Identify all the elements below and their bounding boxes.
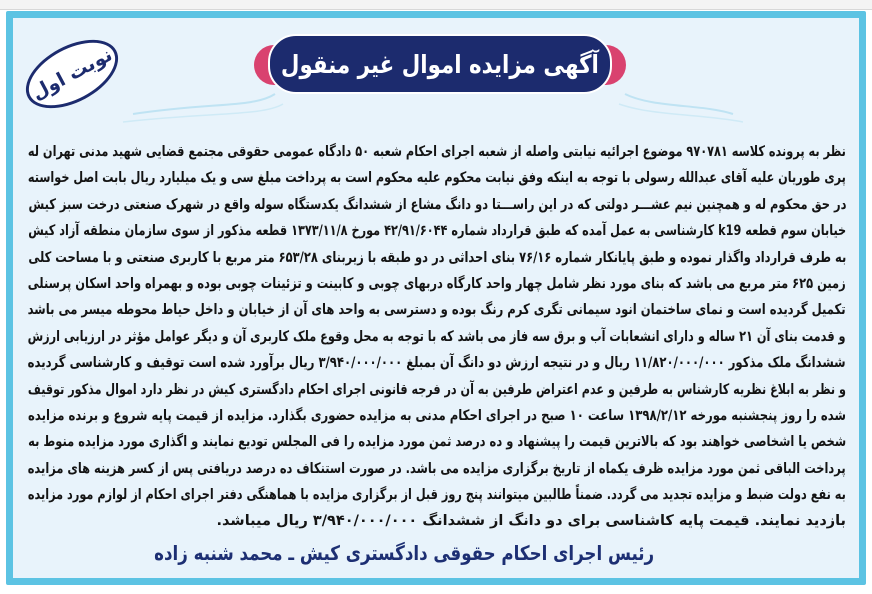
body-line-last — [28, 508, 846, 534]
body-line-text: شده را روز پنجشنبه مورخه ۱۳۹۸/۲/۱۲ ساعت ۱۰ صبح در اجرای احکام مدنی به مزایده حضوری بگذارد. مزایده از قیمت پایه شروع و برنده مزایده — [28, 407, 846, 424]
body-line — [28, 482, 846, 508]
body-line — [28, 218, 846, 244]
body-line — [28, 403, 846, 429]
body-line — [28, 245, 846, 271]
body-line — [28, 456, 846, 482]
body-line — [28, 324, 846, 350]
body-line-text: به طرف قرارداد واگذار نموده و طبق پایانکار شماره ۷۶/۱۶ بنای احداثی در دو طبقه با زیربنای ۶۵۳/۲۸ متر مربع با کاربری صنعتی و با مساحت کلی — [28, 249, 846, 266]
body-line — [28, 192, 846, 218]
body-line-text: پرداخت الباقی ثمن مورد مزایده ظرف یکماه از تاریخ برگزاری مزایده می باشد. در صورت استنکاف ده درصد دریافتی پس از کسر هزینه های مزایده — [28, 460, 846, 477]
edition-badge-label: نوبت اول — [28, 43, 116, 105]
body-line-text: بازدید نمایند. قیمت پایه کاشناسی برای دو دانگ از ششدانگ ۳/۹۴۰/۰۰۰/۰۰۰ ریال میباشد. — [216, 513, 846, 530]
title-banner — [268, 34, 612, 94]
body-line — [28, 429, 846, 455]
body-line-text: ششدانگ ملک مذکور ۱۱/۸۲۰/۰۰۰/۰۰۰ ریال و در نتیجه ارزش دو دانگ آن بمبلغ ۳/۹۴۰/۰۰۰/۰۰۰ ریال برآورد شده است توقیف و کارشناسی گردیده — [28, 355, 846, 372]
body-line — [28, 165, 846, 191]
body-line — [28, 377, 846, 403]
body-line-text: و نظر به ابلاغ نظریه کارشناس به طرفین و عدم اعتراض طرفین به آن در فرجه قانونی اجرای احکام دادگستری کیش در نظر دارد اموال مذکور توقیف — [28, 381, 846, 398]
clipped-bottom-edge — [0, 585, 872, 594]
body-line — [28, 297, 846, 323]
body-line-text: پری طوریان علیه آقای عبدالله رسولی با توجه به اینکه وفق نیابت محکوم علیه محکوم است به پرداخت مبلغ سی و یک میلیارد ریال بابت اصل خواسته — [28, 170, 846, 187]
body-line-text: خیابان سوم قطعه k19 کارشناسی به عمل آمده که طبق قرارداد شماره ۴۲/۹۱/۶۰۴۴ مورخ ۱۳۷۳/۱۱/۸ قطعه مذکور از سوی سازمان منطقه آزاد کیش — [28, 223, 846, 240]
body-line-text: تکمیل گردیده است و نمای ساختمان انود سیمانی تگری کرم رنگ بوده و دسترسی به واحد های آن از خیابان و داخل حیاط محوطه میسر می باشد — [28, 302, 846, 319]
body-line-text: شخص یا اشخاصی خواهند بود که بالاترین قیمت را پیشنهاد و ده درصد ثمن مورد مزایده را فی المجلس تودیع نمایند و اگذاری مورد مزایده منوط به — [28, 434, 846, 451]
body-line-text: در حق محکوم له و همچنین نیم عشـــر دولتی که در این راســـتا دو دانگ مشاع از ششدانگ یکدستگاه سوله واقع در شهرک صنعتی درخت سبز کیش — [28, 196, 846, 213]
signature-text: رئیس اجرای احکام حقوقی دادگستری کیش ـ محمد شنبه زاده — [153, 541, 654, 565]
body-line — [28, 139, 846, 165]
signature-line — [153, 538, 704, 568]
body-line — [28, 271, 846, 297]
body-line-text: به نفع دولت ضبط و مزایده تجدید می گردد. ضمناً طالبین میتوانند پنج روز قبل از برگزاری مزایده با هماهنگی دفتر اجرای احکام از لوازم مورد مزایده — [28, 487, 846, 504]
notice-body — [28, 139, 846, 535]
page-title: آگهی مزایده اموال غیر منقول — [281, 49, 600, 79]
body-line-text: نظر به پرونده کلاسه ۹۷۰۷۸۱ موضوع اجرائیه نیابتی واصله از شعبه اجرای احکام شعبه ۵۰ دادگاه عمومی حقوقی مجتمع قضایی شهید مدنی تهران له — [28, 144, 846, 160]
body-line-text: و قدمت بنای آن ۲۱ ساله و دارای انشعابات آب و برق سه فاز می باشد که با توجه به محل وقوع ملک کاربری آن و دیگر عوامل مؤثر در ارزیابی ارزش — [28, 328, 846, 345]
body-line-text: زمین ۶۲۵ متر مربع می باشد که بنای مورد نظر شامل چهار واحد کارگاه دربهای چوبی و کابینت و تزئینات چوبی بوده و بهمراه واحد اسکان پرسنلی — [28, 275, 846, 292]
body-line — [28, 350, 846, 376]
clipped-top-edge — [0, 0, 872, 10]
